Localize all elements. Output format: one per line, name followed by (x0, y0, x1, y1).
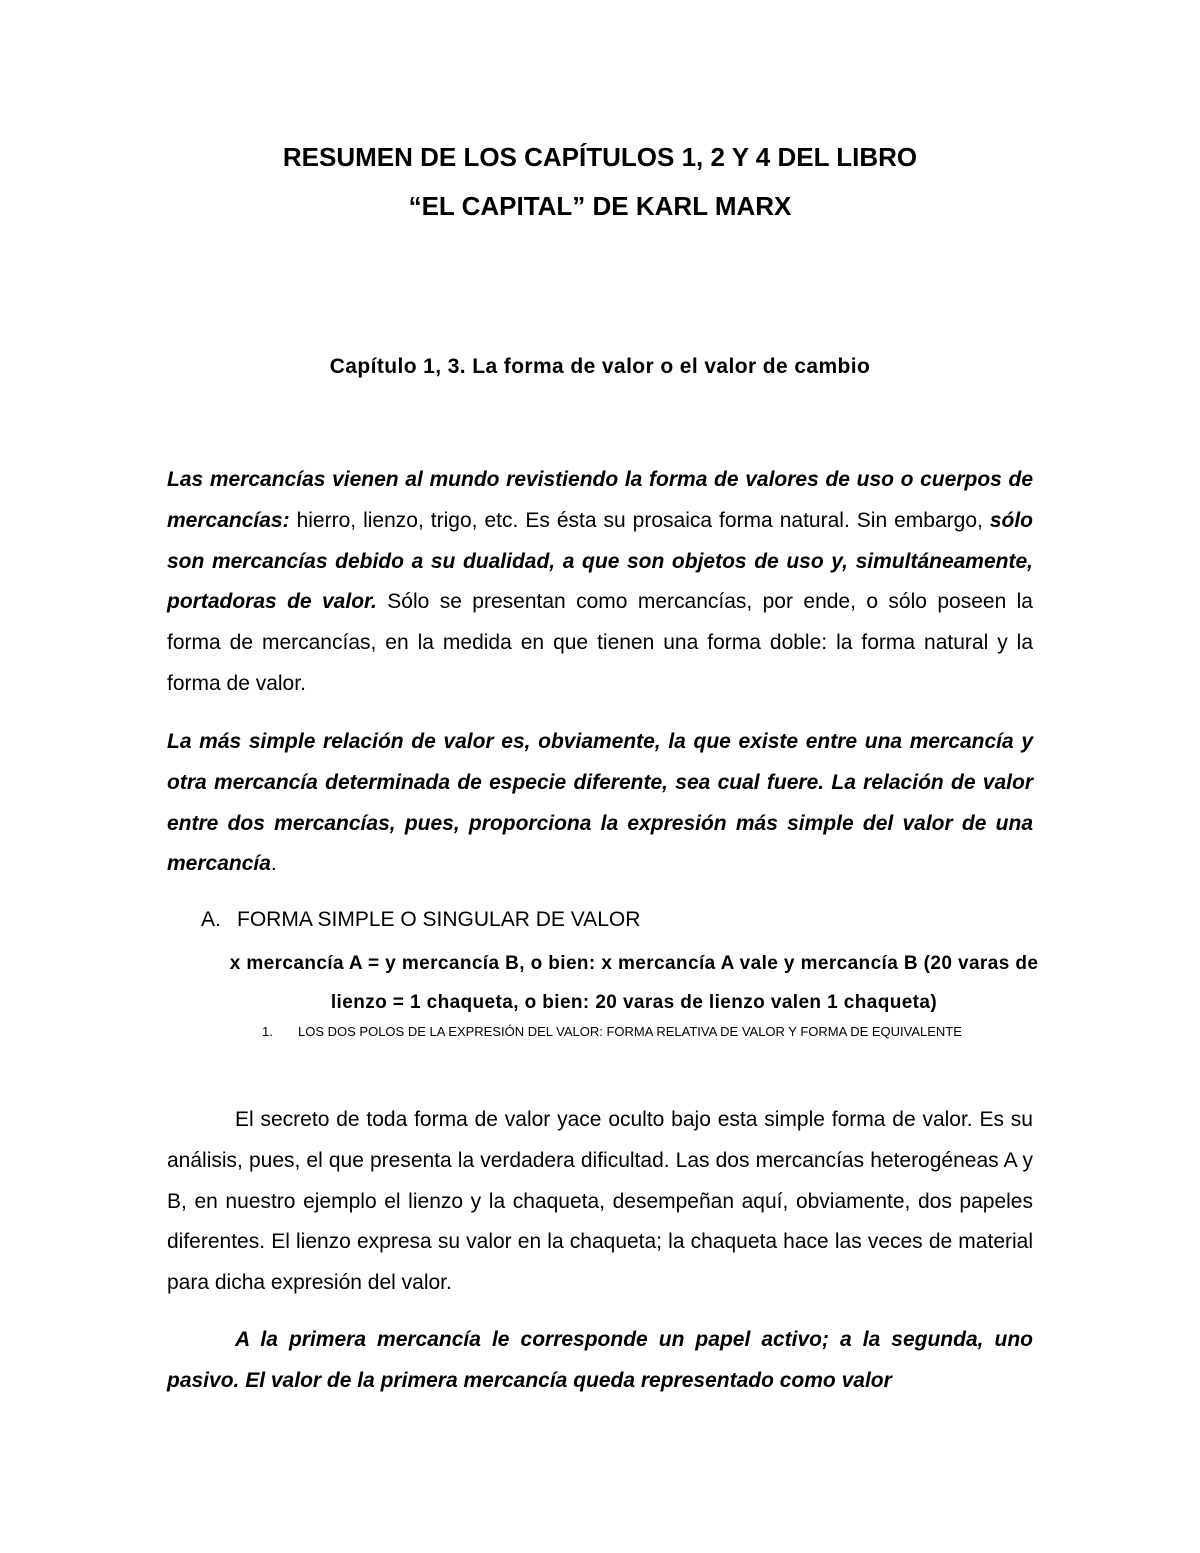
paragraph-2-text: . (270, 852, 277, 876)
paragraph-1-text-1: hierro, lienzo, trigo, etc. Es ésta su prosaica forma natural. Sin embargo, (289, 508, 990, 532)
paragraph-3: El secreto de toda forma de valor yace oculto bajo esta simple forma de valor. Es su análisis, pues, el que presenta la verdadera dificultad. Las dos mercancías heterogéneas A y B, en nuestro ejemplo el lienzo y la chaqueta, desempeñan aquí, obviamente, dos papeles diferentes. El lienzo expresa su valor en la chaqueta; la chaqueta hace las veces de material para dicha expresión del valor. (167, 1108, 1033, 1295)
section-a-title: FORMA SIMPLE O SINGULAR DE VALOR (237, 908, 641, 931)
paragraph-2 (167, 722, 1033, 885)
value-formula: x mercancía A = y mercancía B, o bien: x mercancía A vale y mercancía B (20 varas de lienzo = 1 chaqueta, o bien: 20 varas de lienzo valen 1 chaqueta) (229, 953, 1039, 1013)
sub-item-1-number: 1. (262, 1024, 273, 1039)
document-title-line-2: “EL CAPITAL” DE KARL MARX (408, 191, 792, 221)
sub-item-1-text: LOS DOS POLOS DE LA EXPRESIÓN DEL VALOR: FORMA RELATIVA DE VALOR Y FORMA DE EQUIVALENTE (298, 1024, 962, 1039)
paragraph-4-bold: A la primera mercancía le corresponde un papel activo; a la segunda, uno pasivo. El valor de la primera mercancía queda representado como valor (167, 1328, 1033, 1392)
section-a-letter: A. (201, 908, 221, 931)
chapter-heading: Capítulo 1, 3. La forma de valor o el valor de cambio (329, 355, 871, 378)
paragraph-2-bold: La más simple relación de valor es, obviamente, la que existe entre una mercancía y otra mercancía determinada de especie diferente, sea cual fuere. La relación de valor entre dos mercancías, pues, proporciona la expresión más simple del valor de una mercancía (167, 730, 1033, 876)
sub-item-1 (262, 1021, 962, 1043)
paragraph-1 (167, 460, 1033, 705)
paragraph-1-text-2: Sólo se presentan como mercancías, por ende, o sólo poseen la forma de mercancías, en la medida en que tienen una forma doble: la forma natural y la forma de valor. (167, 590, 1033, 695)
paragraph-1-bold-1: Las mercancías vienen al mundo revistiendo la forma de valores de uso o cuerpos de mercancías: (167, 468, 1033, 532)
paragraph-4 (167, 1320, 1033, 1402)
paragraph-1-bold-2: sólo son mercancías debido a su dualidad, a que son objetos de uso y, simultáneamente, portadoras de valor. (167, 508, 1033, 614)
document-title-line-1: RESUMEN DE LOS CAPÍTULOS 1, 2 Y 4 DEL LIBRO (282, 142, 918, 172)
section-a-heading (201, 904, 640, 936)
